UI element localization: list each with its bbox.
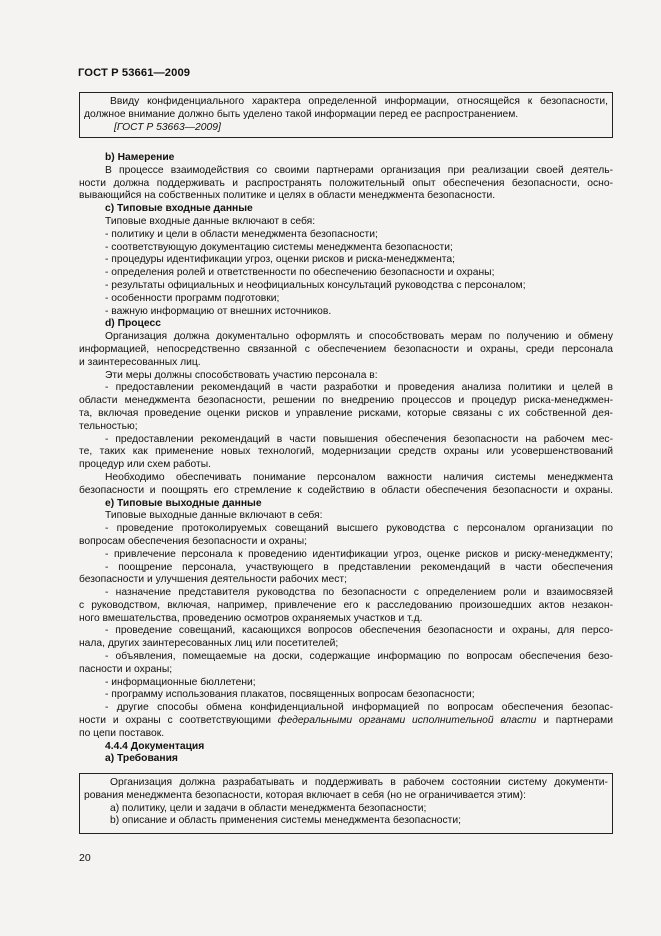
- text-line: - другие способы обмена конфиденциальной информацией по вопросам обеспечения безопас-: [105, 702, 613, 714]
- text-line: нала, других заинтересованных лиц или посетителей;: [79, 638, 339, 650]
- list-item: - процедуры идентификации угроз, оценки рисков и риска-менеджмента;: [105, 254, 455, 266]
- text-line: - программу использования плакатов, посвященных вопросам безопасности;: [105, 689, 475, 701]
- italic-fragment: федеральными органами исполнительной власти: [277, 715, 537, 727]
- subsection-heading: 4.4.4 Документация: [105, 740, 205, 752]
- text-line: Эти меры должны способствовать участию персонала в:: [105, 369, 378, 381]
- text-line: [79, 715, 613, 728]
- box-line: Организация должна разрабатывать и поддерживать в рабочем состоянии систему документи-: [110, 777, 608, 788]
- box-list-item: a) политику, цели и задачи в области менеджмента безопасности;: [110, 802, 427, 814]
- text-line: Организация должна документально оформлять и способствовать мерам по получению и обмену: [105, 331, 613, 343]
- list-item: - политику и цели в области менеджмента безопасности;: [105, 228, 378, 240]
- text-line: по цепи поставок.: [79, 727, 165, 739]
- text-line: вывающийся на собственных политике и целях в области менеджмента безопасности.: [79, 190, 496, 202]
- text-fragment: и партнерами: [536, 715, 613, 727]
- box-line: рования менеджмента безопасности, которая включает в себя (но не ограничивается этим):: [84, 789, 526, 801]
- text-line: - поощрение персонала, участвующего в представлении рекомендаций в части обеспечения: [105, 561, 613, 573]
- text-line: и заинтересованных лиц.: [79, 356, 201, 368]
- text-line: процедур или схем работы.: [79, 459, 211, 471]
- quote-line: Ввиду конфиденциального характера определенной информации, относящейся к безопасности,: [110, 96, 608, 107]
- box-list-item: b) описание и область применения системы менеджмента безопасности;: [110, 815, 461, 827]
- text-line: - привлечение персонала к проведению идентификации угроз, оценке рисков и риску-менеджменту;: [105, 548, 613, 560]
- text-line: безопасности и улучшения деятельности рабочих мест;: [79, 574, 347, 586]
- text-line: - проведение совещаний, касающихся вопросов обеспечения безопасности и охраны, для персо-: [105, 625, 613, 637]
- text-line: Типовые выходные данные включают в себя:: [105, 510, 323, 522]
- text-line: области менеджмента безопасности, решении по внедрению процессов и процедур риска-менеджмен-: [79, 395, 613, 407]
- text-line: вопросам обеспечения безопасности и охраны;: [79, 535, 307, 547]
- quote-line: должное внимание должно быть уделено такой информации перед ее распространением.: [84, 108, 519, 120]
- text-line: - проведение протоколируемых совещаний высшего руководства с персоналом организации по: [105, 523, 613, 535]
- text-line: та, включая проведение оценки рисков и управление рисками, которые связаны с их собственной дея-: [79, 407, 613, 419]
- main-text: [79, 152, 613, 766]
- list-item: - результаты официальных и неофициальных консультаций руководства с персоналом;: [105, 279, 526, 291]
- page-number: 20: [79, 852, 91, 864]
- text-line: - предоставлении рекомендаций в части разработки и проведения анализа политики и целей в: [105, 382, 613, 394]
- text-line: тельностью;: [79, 420, 138, 432]
- section-heading: d) Процесс: [105, 318, 161, 330]
- quote-box: [79, 92, 613, 138]
- text-line: пасности и охраны;: [79, 663, 173, 675]
- text-line: ности должна поддерживать и распространять положительный опыт обеспечения безопасности, осно-: [79, 177, 613, 189]
- text-line: с руководством, включая, например, привлечение его к расследованию произошедших актов незакон-: [79, 599, 613, 611]
- text-line: - предоставлении рекомендаций в части повышения обеспечения безопасности на рабочем мес-: [105, 433, 613, 445]
- list-item: - соответствующую документацию системы менеджмента безопасности;: [105, 241, 453, 253]
- quote-reference: [ГОСТ Р 53663—2009]: [114, 121, 221, 133]
- section-heading: a) Требования: [105, 753, 178, 765]
- text-line: ного вмешательства, проведению осмотров охраняемых участков и т.д.: [79, 612, 423, 624]
- text-line: Необходимо обеспечивать понимание персоналом важности наличия системы менеджмента: [105, 471, 613, 483]
- text-line: те, таких как применение новых технологий, модернизации средств охраны или усовершенствований: [79, 446, 613, 458]
- text-line: - информационные бюллетени;: [105, 676, 256, 688]
- list-item: - важную информацию от внешних источников.: [105, 305, 332, 317]
- text-line: Типовые входные данные включают в себя:: [105, 215, 316, 227]
- list-item: - особенности программ подготовки;: [105, 292, 280, 304]
- section-heading: b) Намерение: [105, 152, 175, 163]
- text-line: информацией, непосредственно связанной с обеспечением безопасности и охраны, среди персонала: [79, 343, 613, 355]
- list-item: - определения ролей и ответственности по обеспечению безопасности и охраны;: [105, 267, 495, 279]
- text-line: - назначение представителя руководства по безопасности с определением роли и взаимосвязей: [105, 587, 613, 599]
- section-heading: e) Типовые выходные данные: [105, 497, 262, 509]
- text-line: В процессе взаимодействия со своими партнерами организация при реализации своей деятель-: [105, 164, 613, 176]
- text-fragment: ности и охраны с соответствующими: [79, 715, 278, 727]
- text-line: безопасности и поощрять его стремление к содействию в области обеспечения безопасности и охраны.: [79, 484, 613, 496]
- requirements-box: [79, 773, 613, 834]
- section-heading: c) Типовые входные данные: [105, 203, 253, 215]
- document-header: ГОСТ Р 53661—2009: [78, 67, 191, 79]
- text-line: - объявления, помещаемые на доски, содержащие информацию по вопросам обеспечения безо-: [105, 651, 613, 663]
